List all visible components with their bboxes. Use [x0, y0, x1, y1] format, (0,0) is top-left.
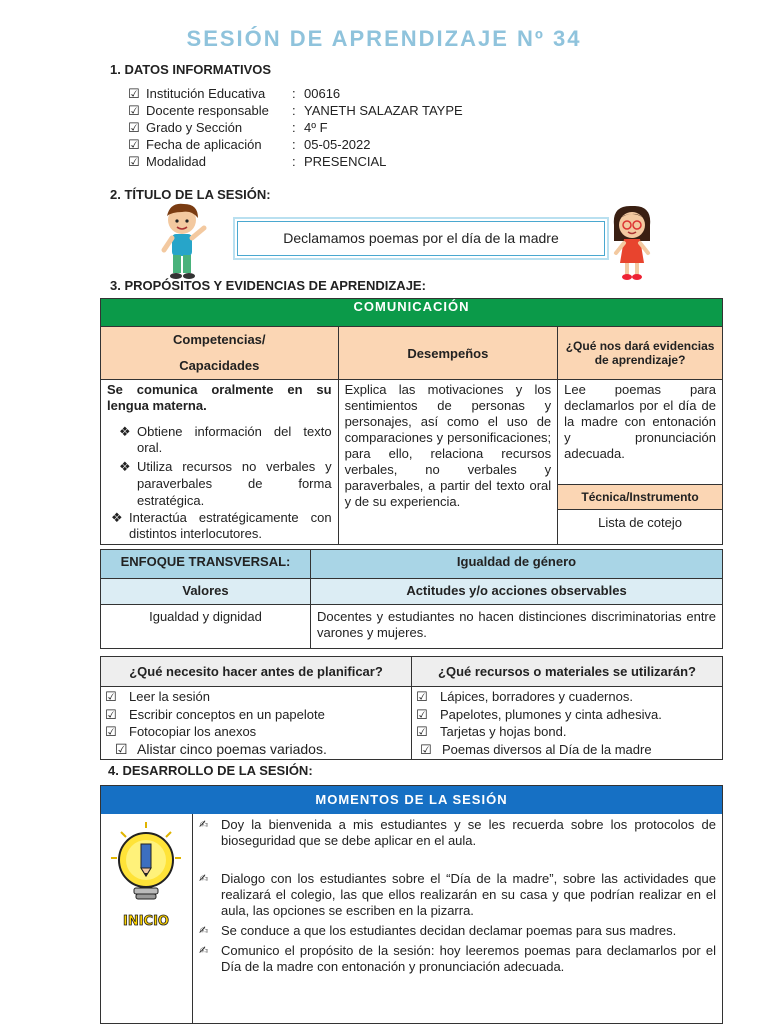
recursos-list: [412, 687, 723, 760]
list-item: ☑ Escribir conceptos en un papelote: [105, 706, 325, 722]
purposes-table: [100, 298, 723, 545]
checkbox-icon: ☑: [105, 706, 117, 722]
lightbulb-pencil-icon: [109, 820, 183, 912]
list-item: ☑ Leer la sesión: [105, 689, 210, 704]
section-1-heading: 1. DATOS INFORMATIVOS: [110, 62, 272, 77]
competencia-text: Se comunica oralmente en su lengua materna.: [107, 382, 332, 413]
area-header: COMUNICACIÓN: [101, 299, 723, 327]
list-item: ☑ Fotocopiar los anexos: [105, 724, 257, 739]
valor-cell: Igualdad y dignidad: [101, 605, 311, 649]
inicio-cell: [101, 814, 193, 1024]
evidencias-cell: [558, 380, 723, 545]
info-row: ☑ Docente responsable : YANETH SALAZAR TAYPE: [128, 103, 463, 118]
checkbox-icon: ☑: [416, 706, 428, 722]
checkbox-icon: ☑: [115, 740, 128, 757]
section-2-heading: 2. TÍTULO DE LA SESIÓN:: [110, 187, 271, 202]
actitudes-header: Actitudes y/o acciones observables: [311, 579, 723, 605]
list-item: ☑ Lápices, borradores y cuadernos.: [416, 689, 633, 704]
capacidad-item: ❖ Utiliza recursos no verbales y paraverbales de forma estratégica.: [119, 459, 332, 508]
momentos-table: [100, 785, 723, 1024]
checkbox-icon: ☑: [128, 120, 140, 135]
enfoque-name: Igualdad de género: [311, 550, 723, 579]
list-item: ☑ Poemas diversos al Día de la madre: [420, 741, 652, 757]
desempeno-cell: Explica las motivaciones y los sentimientos de personas y personajes, así como el uso de comparaciones y personificaciones; para ello, relaciona recursos verbales, no verbales y paraverbales, a partir del texto oral y de su experiencia.: [338, 380, 558, 545]
actitud-cell: Docentes y estudiantes no hacen distinciones discriminatorias entre varones y mujeres.: [311, 605, 723, 649]
tecnica-header: Técnica/Instrumento: [558, 484, 722, 510]
list-item: ☑ Tarjetas y hojas bond.: [416, 724, 567, 739]
inicio-content: [193, 814, 722, 1024]
session-title-box: Declamamos poemas por el día de la madre: [237, 221, 605, 256]
diamond-bullet-icon: ❖: [119, 459, 131, 474]
girl-illustration: [608, 203, 656, 283]
momentos-header: MOMENTOS DE LA SESIÓN: [101, 786, 722, 814]
checkbox-icon: ☑: [420, 741, 432, 757]
quill-bullet-icon: ✍: [199, 925, 209, 937]
boy-illustration: [158, 200, 210, 282]
quill-bullet-icon: ✍: [199, 945, 209, 957]
quill-bullet-icon: ✍: [199, 873, 209, 885]
section-3-heading: 3. PROPÓSITOS Y EVIDENCIAS DE APRENDIZAJE:: [110, 278, 426, 293]
checkbox-icon: ☑: [128, 86, 140, 101]
evidencia-text: Lee poemas para declamarlos por el día de la madre con entonación y pronunciación adecuada.: [564, 382, 716, 461]
evidencias-header: ¿Qué nos dará evidencias de aprendizaje?: [558, 327, 723, 380]
capacidad-item: ❖ Obtiene información del texto oral.: [119, 424, 332, 455]
info-row: ☑ Modalidad : PRESENCIAL: [128, 154, 387, 169]
info-row: ☑ Fecha de aplicación : 05-05-2022: [128, 137, 371, 152]
checkbox-icon: ☑: [105, 724, 117, 739]
checkbox-icon: ☑: [128, 137, 140, 152]
checkbox-icon: ☑: [128, 154, 140, 169]
checkbox-icon: ☑: [416, 689, 428, 704]
tecnica-value: Lista de cotejo: [598, 515, 682, 530]
page-title: SESIÓN DE APRENDIZAJE Nº 34: [186, 26, 582, 51]
list-item: ☑ Alistar cinco poemas variados.: [115, 740, 327, 757]
list-item: ✍ Comunico el propósito de la sesión: hoy leeremos poemas para declamarlos por el Día de la madre con entonación y pronunciación adecuada.: [199, 943, 716, 974]
list-item: ✍ Doy la bienvenida a mis estudiantes y se les recuerda sobre los protocolos de bioseguridad que se debe aplicar en el aula.: [199, 817, 716, 848]
list-item: ✍ Se conduce a que los estudiantes decidan declamar poemas para sus madres.: [199, 923, 677, 938]
competencias-header: Competencias/ Capacidades: [101, 327, 339, 380]
list-item: ☑ Papelotes, plumones y cinta adhesiva.: [416, 706, 662, 722]
capacidad-item: ❖ Interactúa estratégicamente con distintos interlocutores.: [111, 510, 332, 541]
section-4-heading: 4. DESARROLLO DE LA SESIÓN:: [108, 763, 313, 778]
checkbox-icon: ☑: [128, 103, 140, 118]
planificar-table: [100, 656, 723, 760]
planificar-header: ¿Qué necesito hacer antes de planificar?: [101, 657, 412, 687]
info-row: ☑ Grado y Sección : 4º F: [128, 120, 328, 135]
checkbox-icon: ☑: [416, 724, 428, 739]
desempenos-header: Desempeños: [338, 327, 558, 380]
diamond-bullet-icon: ❖: [111, 510, 123, 525]
info-list: [128, 85, 463, 170]
enfoque-label: ENFOQUE TRANSVERSAL:: [101, 550, 311, 579]
checkbox-icon: ☑: [105, 689, 117, 704]
enfoque-table: [100, 549, 723, 649]
diamond-bullet-icon: ❖: [119, 424, 131, 439]
inicio-label: INICIO: [123, 914, 169, 929]
planificar-list: [101, 687, 412, 760]
recursos-header: ¿Qué recursos o materiales se utilizarán?: [412, 657, 723, 687]
list-item: ✍ Dialogo con los estudiantes sobre el “Día de la madre”, sobre las actividades que realizará el colegio, las que ellos realizarán en su casa y que podrían realizar en el aula, las opciones se escriben en la pizarra.: [199, 871, 716, 918]
quill-bullet-icon: ✍: [199, 819, 209, 831]
valores-header: Valores: [101, 579, 311, 605]
competencias-cell: [101, 380, 339, 545]
info-row: ☑ Institución Educativa : 00616: [128, 86, 341, 101]
